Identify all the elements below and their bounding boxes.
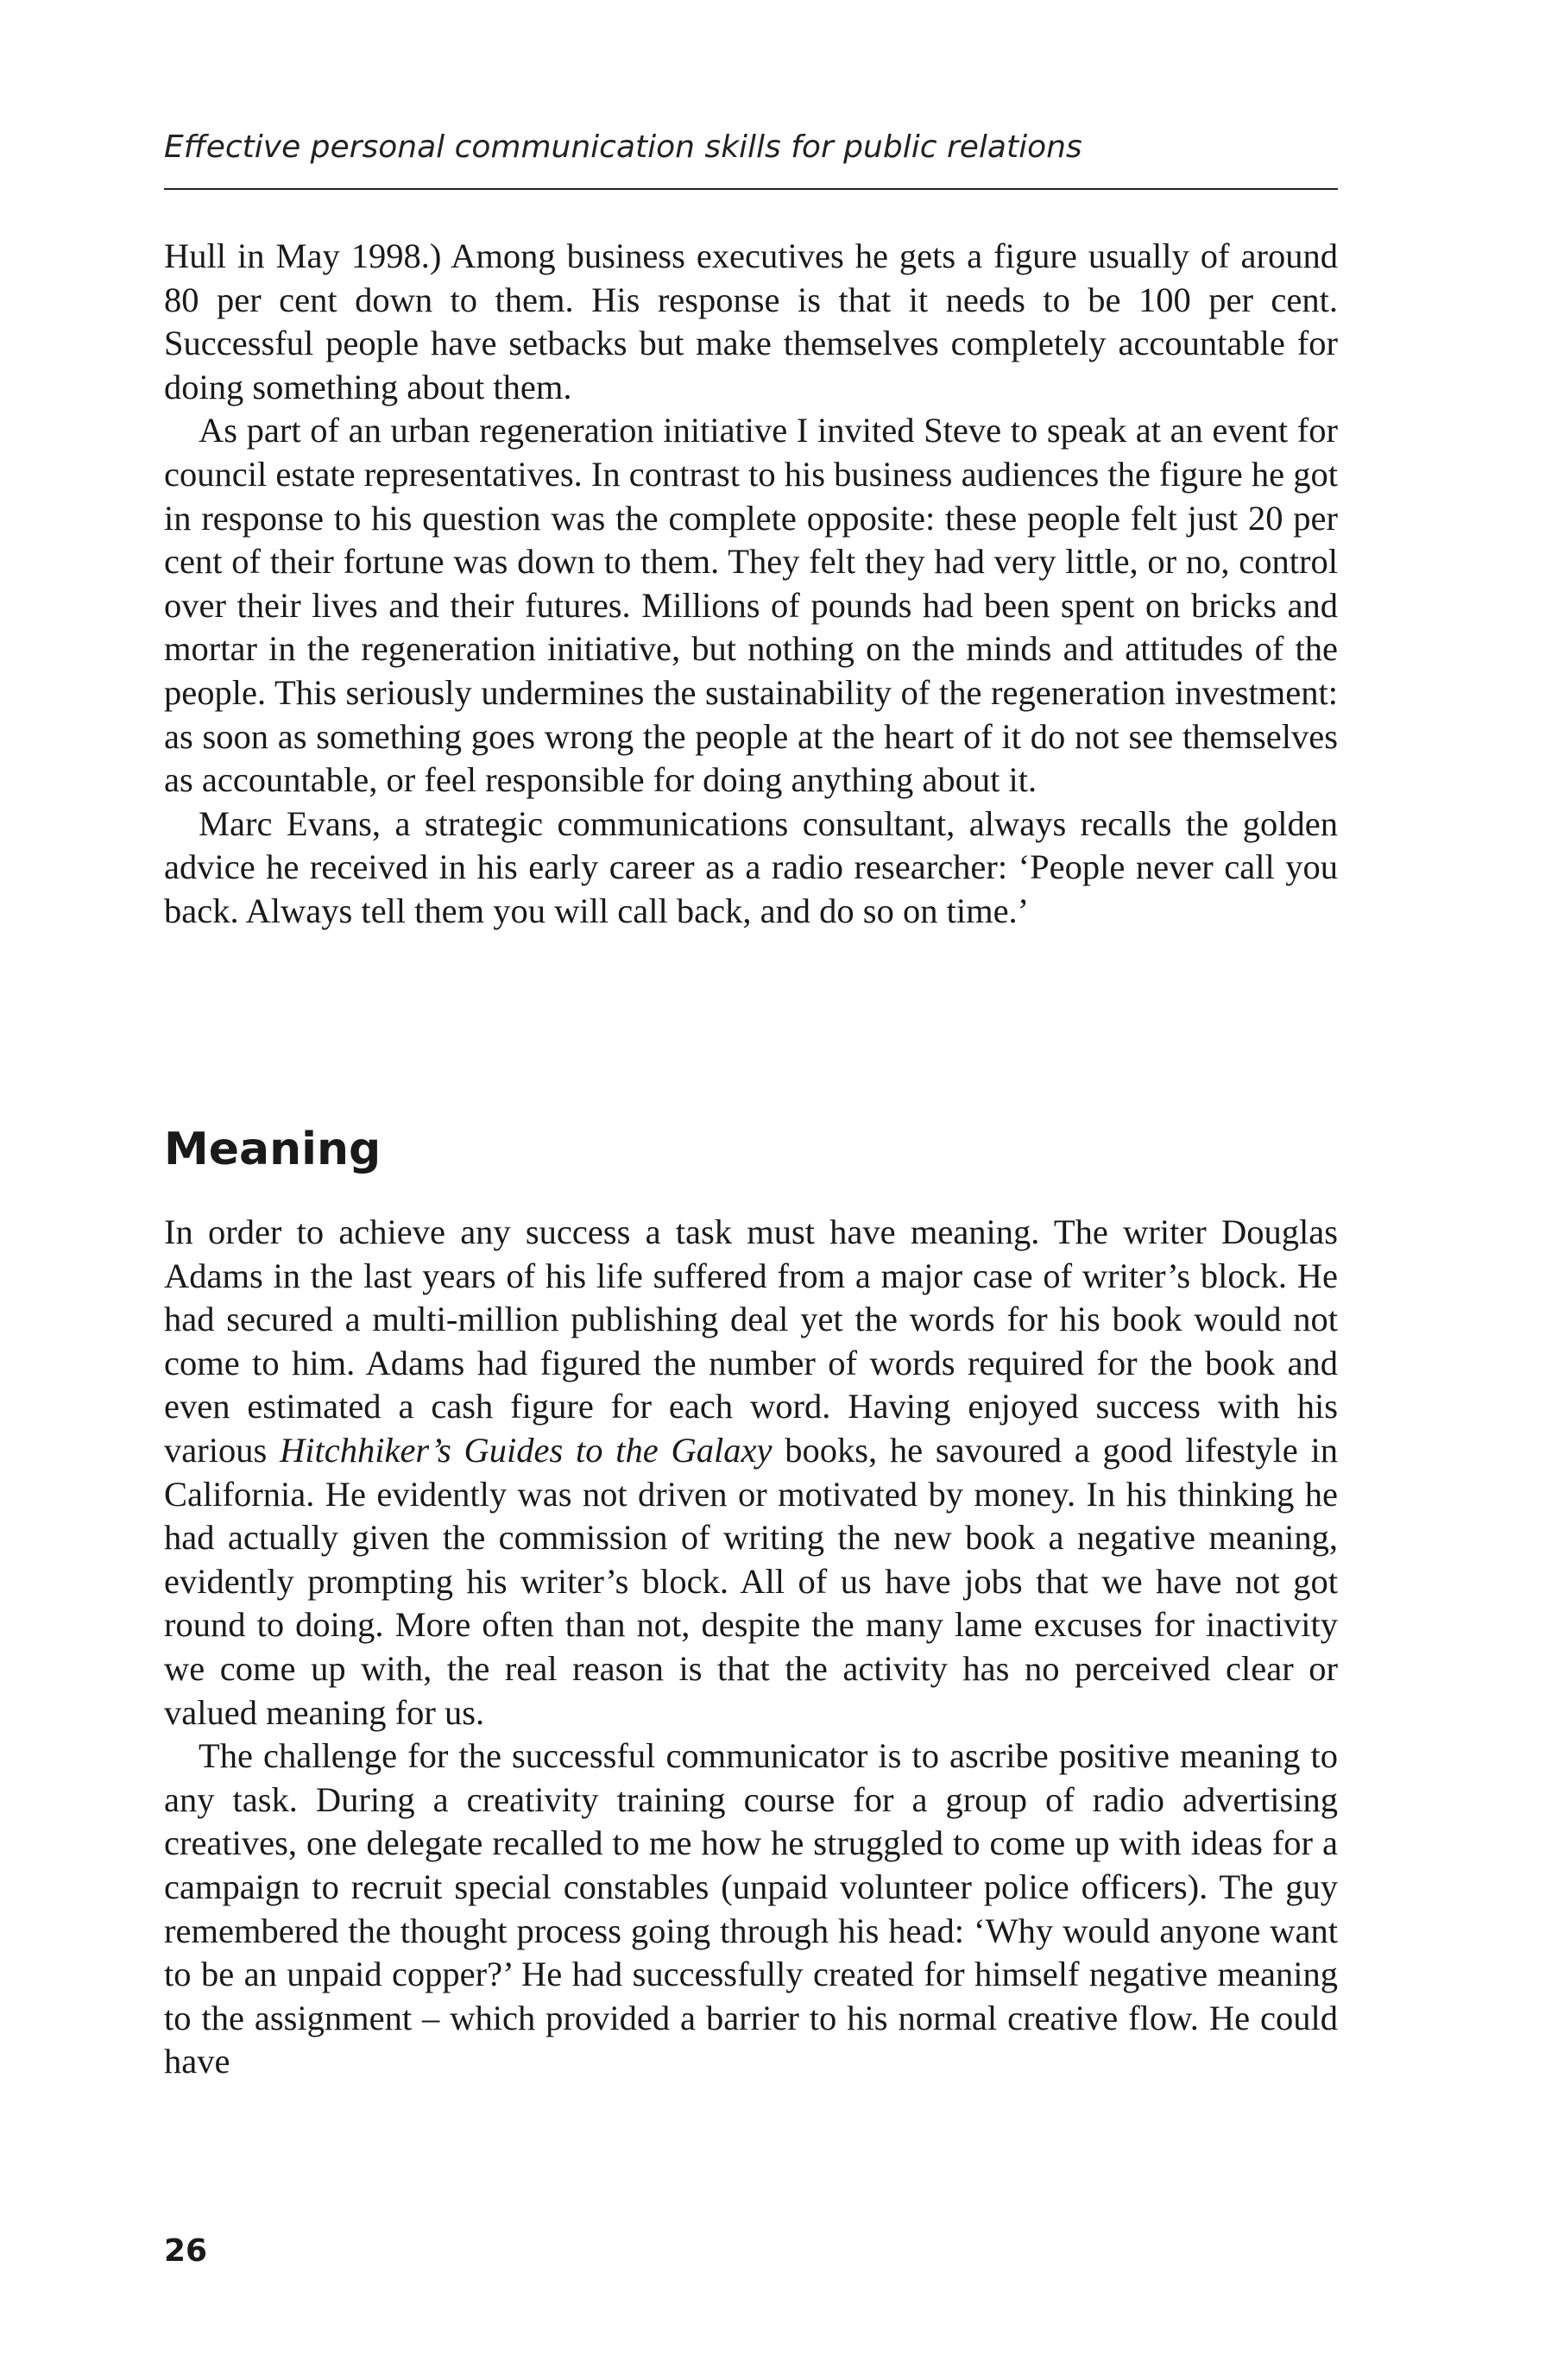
paragraph: As part of an urban regeneration initiative I invited Steve to speak at an event for council estate representatives. In contrast to his business audiences the figure he got in response to his question was the complete opposite: these people felt just 20 per cent of their fortune was down to them. They felt they had very little, or no, control over their lives and their futures. Millions of pounds had been spent on bricks and mortar in the regeneration initiative, but nothing on the minds and attitudes of the people. This seriously undermines the sustainability of the regeneration investment: as soon as something goes wrong the people at the heart of it do not see themselves as accountable, or feel responsible for doing anything about it. bbox=[164, 411, 1338, 800]
paragraph: The challenge for the successful communicator is to ascribe positive meaning to any task. During a creativity training course for a group of radio advertising creatives, one delegate recalled to me how he struggled to come up with ideas for a campaign to recruit special constables (unpaid volunteer police officers). The guy remembered the thought process going through his head: ‘Why would anyone want to be an unpaid copper?’ He had successfully created for himself negative meaning to the assignment – which provided a barrier to his normal creative flow. He could have bbox=[164, 1736, 1338, 2081]
paragraph bbox=[164, 1211, 1338, 1735]
section-heading: Meaning bbox=[164, 1124, 382, 1175]
body-text-section-1 bbox=[164, 235, 1338, 934]
running-head: Effective personal communication skills for public relations bbox=[164, 129, 1082, 165]
header-rule bbox=[164, 188, 1338, 190]
paragraph-text: In order to achieve any success a task must have meaning. The writer Douglas Adams in the last years of his life suffered from a major case of writer’s block. He had secured a multi-million publishing deal yet the words for his book would not come to him. Adams had figured the number of words required for the book and even estimated a cash figure for each word. Having enjoyed success with his various bbox=[164, 1212, 1338, 1470]
page-number: 26 bbox=[164, 2233, 208, 2269]
book-title: Hitchhiker’s Guides to the Galaxy bbox=[280, 1430, 773, 1470]
paragraph: Hull in May 1998.) Among business executives he gets a figure usually of around 80 per cent down to them. His response is that it needs to be 100 per cent. Successful people have setbacks but make themselves completely accountable for doing something about them. bbox=[164, 236, 1338, 406]
body-text-section-2 bbox=[164, 1211, 1338, 2084]
paragraph: Marc Evans, a strategic communications consultant, always recalls the golden advice he received in his early career as a radio researcher: ‘People never call you back. Always tell them you will call back, and do so on time.’ bbox=[164, 803, 1338, 930]
paragraph-text: books, he savoured a good lifestyle in California. He evidently was not driven or motivated by money. In his thinking he had actually given the commission of writing the new book a negative meaning, evidently prompting his writer’s block. All of us have jobs that we have not got round to doing. More often than not, despite the many lame excuses for inactivity we come up with, the real reason is that the activity has no perceived clear or valued meaning for us. bbox=[164, 1430, 1338, 1732]
